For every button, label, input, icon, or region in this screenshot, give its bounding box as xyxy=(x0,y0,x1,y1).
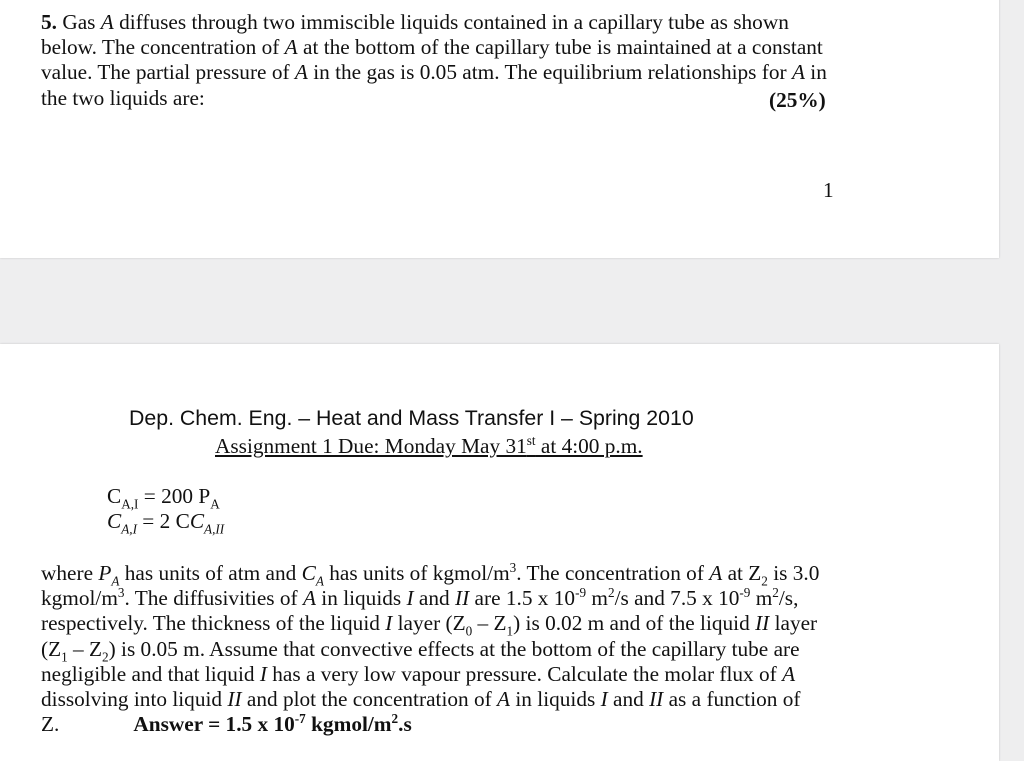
problem-body-paragraph: where $P_A$ has units of atm and $C_A$ has units of kgmol/$m^3$. The concentration of A at $Z_2$ is 3.0 kgmol/$m^3$. The diffusivities of A in liquids I and II are 1.5 x $10^{-9}$ $m^2/s$ and 7.5 x $10^{-9}$ $m^2/s$, respectively. The thickness of the liquid I layer $(Z_0 - Z_1)$ is 0.02 m and of the liquid II layer $(Z_1 - Z_2)$ is 0.05 m. Assume that convective effects at the bottom of the capillary tube are negligible and that liquid I has a very low vapour pressure. Calculate the molar flux of A dissolving into liquid II and plot the concentration of A in liquids I and II as a function of Z. Answer = 1.5 x $10^{-7}$ kgmol/$m^2.s$ xyxy=(41,559,820,737)
question-weight: (25%) xyxy=(769,88,826,112)
question-paragraph: 5. Gas A diffuses through two immiscible liquids contained in a capillary tube as shown below. The concentration of A at the bottom of the capillary tube is maintained at a constant value. The partial pressure of A in the gas is 0.05 atm. The equilibrium relationships for A in the two liquids are: xyxy=(41,10,827,110)
equation-1: $C_{A,I} = 200$ $P_A$ xyxy=(107,484,220,512)
course-header: Dep. Chem. Eng. – Heat and Mass Transfer I – Spring 2010 xyxy=(129,406,694,430)
equation-2: $C_{A,I} = 2$ $CC_{A,II}$ xyxy=(107,509,225,537)
page-number: 1 xyxy=(823,178,834,202)
assignment-due-line: Assignment 1 Due: Monday May 31st at 4:00 p.m. xyxy=(215,432,643,458)
question-number: 5. xyxy=(41,10,57,34)
answer-text: Answer = 1.5 x $10^{-7}$ kgmol/$m^2.s$ xyxy=(133,711,412,737)
